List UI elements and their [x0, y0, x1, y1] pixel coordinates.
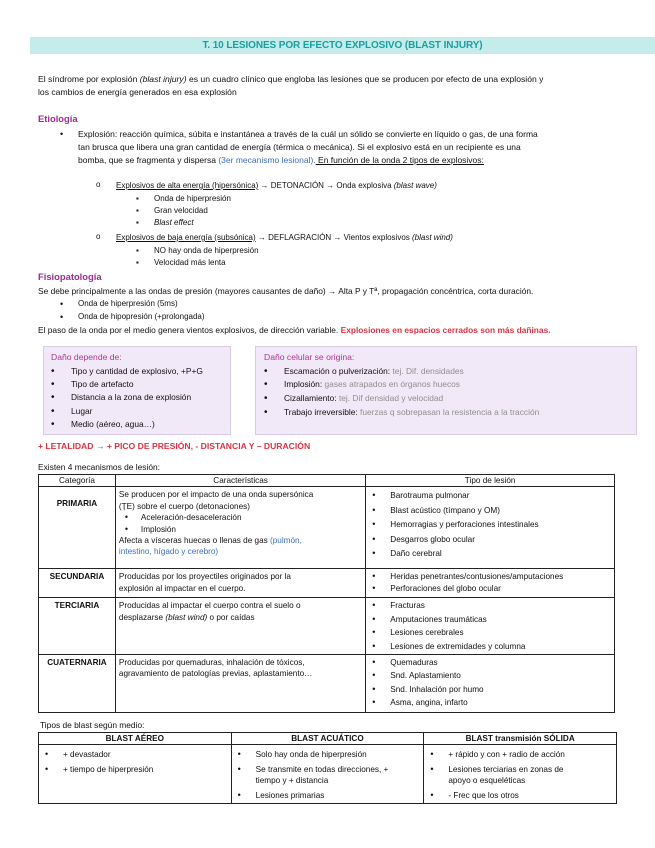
characteristics-cell: Se producen por el impacto de una onda supersónica (ȚE) sobre el cuerpo (detonaciones) • Aceleración-desaceleración • Implosión Afecta a vísceras huecas o llenas de gas (pulmón, intestino, hígado y cerebro) — [115, 487, 365, 569]
dano-celular-box — [255, 346, 637, 435]
blast-intro: Tipos de blast según medio: — [40, 720, 145, 730]
letalidad-note: + LETALIDAD → + PICO DE PRESIÓN, - DISTANCIA Y – DURACIÓN — [38, 441, 311, 451]
lesion-cell: • Fracturas • Amputaciones traumáticas • Lesiones cerebrales • Lesiones de extremidades y columna — [366, 598, 615, 655]
list-item: ▪ NO hay onda de hiperpresión — [154, 246, 259, 256]
col-header: BLAST ACUÁTICO — [231, 733, 424, 745]
list-item: • Tipo y cantidad de explosivo, +P+G — [71, 366, 203, 377]
col-header: BLAST transmisión SÓLIDA — [424, 733, 617, 745]
explosion-definition: • Explosión: reacción química, súbita e instantánea a través de la cuál un sólido se convierte en líquido o gas, de una forma tan brusca que libera una gran cantidad de energía (térmica o mecánica). Si el explosivo está en un recipiente es una bomba, que se fragmenta y dispersa (3er mecanismo lesional). En función de la onda 2 tipos de explosivos: — [78, 128, 638, 167]
mecanismos-table — [38, 474, 615, 713]
list-item: ▪ Gran velocidad — [154, 206, 208, 216]
page-title: T. 10 LESIONES POR EFECTO EXPLOSIVO (BLAST INJURY) — [30, 37, 655, 54]
box-heading: Daño depende de: — [51, 352, 122, 362]
dano-depende-box — [43, 346, 231, 435]
list-item: • Medio (aéreo, agua…) — [71, 419, 155, 430]
fisio-line-2: El paso de la onda por el medio genera vientos explosivos, de dirección variable. Explosiones en espacios cerrados son más dañinas. — [38, 325, 551, 335]
list-item: • Onda de hipopresión (+prolongada) — [78, 312, 205, 322]
col-header: Características — [115, 475, 365, 487]
blast-table — [38, 732, 617, 804]
list-item: • Escamación o pulverización: tej. Dif. densidades — [284, 366, 464, 377]
characteristics-cell: Producidas por los proyectiles originados por la explosión al impactar en el cuerpo. — [115, 569, 365, 598]
alta-energia: o Explosivos de alta energía (hipersónica) → DETONACIÓN → Onda explosiva (blast wave) — [116, 181, 636, 191]
list-item: ▪ Onda de hiperpresión — [154, 194, 231, 204]
intro-paragraph: El síndrome por explosión (blast injury) es un cuadro clínico que engloba las lesiones que se producen por efecto de una explosión y los cambios de energía generados en esa explosión — [38, 74, 544, 98]
solida-cell: • + rápido y con + radio de acción • Lesiones terciarias en zonas de apoyo o esqueléticas • - Frec que los otros — [424, 745, 617, 804]
acuatico-cell: • Solo hay onda de hiperpresión • Se transmite en todas direcciones, + tiempo y + distancia • Lesiones primarias — [231, 745, 424, 804]
list-item: • Tipo de artefacto — [71, 379, 134, 390]
col-header: Tipo de lesión — [366, 475, 615, 487]
list-item: • Implosión: gases atrapados en órganos huecos — [284, 379, 460, 390]
list-item: • Onda de hiperpresión (5ms) — [78, 299, 178, 309]
mecanismos-intro: Existen 4 mecanismos de lesión: — [38, 462, 160, 472]
list-item: • Cizallamiento: tej. Dif densidad y velocidad — [284, 393, 443, 404]
table-header-row — [39, 475, 615, 487]
aereo-cell: • + devastador • + tiempo de hiperpresión — [39, 745, 232, 804]
characteristics-cell: Producidas al impactar el cuerpo contra el suelo o desplazarse (blast wind) o por caídas — [115, 598, 365, 655]
list-item: ▪ Velocidad más lenta — [154, 258, 226, 268]
box-heading: Daño celular se origina: — [264, 352, 355, 362]
category-cell: PRIMARIA — [39, 487, 116, 569]
table-row — [39, 745, 617, 804]
table-header-row — [39, 733, 617, 745]
list-item: • Lugar — [71, 406, 92, 417]
list-item: • Trabajo irreversible: fuerzas q sobrepasan la resistencia a la tracción — [284, 407, 539, 418]
lesion-cell: • Heridas penetrantes/contusiones/amputaciones • Perforaciones del globo ocular — [366, 569, 615, 598]
fisio-line-1: Se debe principalmente a las ondas de presión (mayores causantes de daño) → Alta P y Tª, propagación concéntrica, corta duración. — [38, 286, 534, 296]
table-row — [39, 598, 615, 655]
category-cell: CUATERNARIA — [39, 655, 116, 713]
list-item: • Distancia a la zona de explosión — [71, 392, 191, 403]
lesion-cell: • Quemaduras • Snd. Aplastamiento • Snd. Inhalación por humo • Asma, angina, infarto — [366, 655, 615, 713]
fisiopatologia-heading: Fisiopatología — [38, 271, 102, 282]
table-row — [39, 655, 615, 713]
category-cell: SECUNDARIA — [39, 569, 116, 598]
table-row — [39, 569, 615, 598]
baja-energia: o Explosivos de baja energía (subsónica) → DEFLAGRACIÓN → Vientos explosivos (blast wind) — [116, 233, 636, 243]
characteristics-cell: Producidas por quemaduras, inhalación de tóxicos, agravamiento de patologías previas, aplastamiento… — [115, 655, 365, 713]
category-cell: TERCIARIA — [39, 598, 116, 655]
list-item: ▪ Blast effect — [154, 218, 194, 228]
col-header: BLAST AÉREO — [39, 733, 232, 745]
etiologia-heading: Etiología — [38, 113, 78, 124]
col-header: Categoría — [39, 475, 116, 487]
lesion-cell: • Barotrauma pulmonar • Blast acústico (tímpano y OM) • Hemorragias y perforaciones intestinales • Desgarros globo ocular • Daño cerebral — [366, 487, 615, 569]
table-row — [39, 487, 615, 569]
